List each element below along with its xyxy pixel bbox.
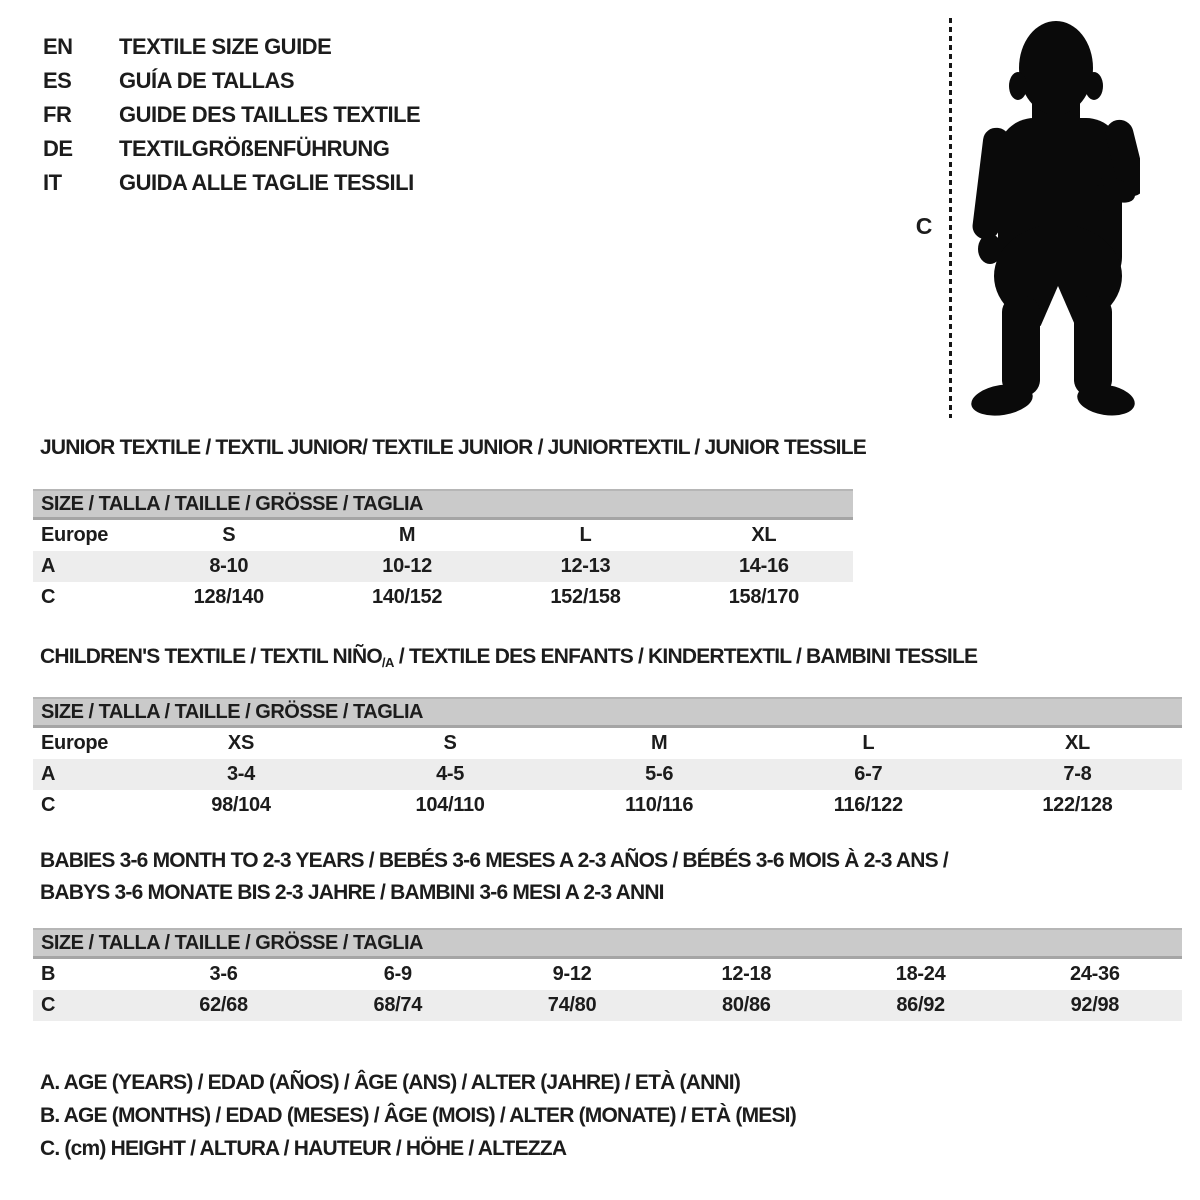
size-value-cell: L (579, 524, 592, 546)
title-text: JUNIOR TEXTILE / TEXTIL JUNIOR/ TEXTILE JUNIOR / JUNIORTEXTIL / JUNIOR TESSILE (40, 436, 866, 459)
table-row (33, 759, 1182, 790)
size-value-cell: 6-7 (854, 763, 883, 785)
junior-size-table (33, 520, 853, 613)
table-row (33, 790, 1182, 821)
size-value-cell: 140/152 (372, 586, 443, 608)
size-value-cell: 74/80 (547, 994, 597, 1016)
size-value-cell: 80/86 (722, 994, 771, 1016)
language-row (43, 64, 420, 98)
table-row (33, 520, 853, 551)
size-value-cell: 98/104 (211, 794, 271, 816)
babies-size-table (33, 959, 1182, 1021)
size-value-cell: 92/98 (1070, 994, 1120, 1016)
size-value-cell: XL (751, 524, 777, 546)
row-label-cell: A (41, 555, 56, 577)
size-value-cell: 14-16 (738, 555, 789, 577)
children-size-table (33, 728, 1182, 821)
size-value-cell: 3-6 (209, 963, 238, 985)
table-row (33, 582, 853, 613)
height-measure-dashed-line (949, 18, 952, 418)
babies-section (33, 845, 1182, 1021)
children-section (33, 645, 1182, 821)
size-value-cell: 8-10 (209, 555, 249, 577)
language-code: FR (43, 102, 72, 127)
legend-line-c: C. (cm) HEIGHT / ALTURA / HAUTEUR / HÖHE / ALTEZZA (40, 1137, 567, 1160)
row-label-cell: B (41, 963, 56, 985)
title-text: CHILDREN'S TEXTILE / TEXTIL NIÑO (40, 645, 382, 668)
language-title: TEXTILE SIZE GUIDE (119, 34, 332, 59)
size-value-cell: 122/128 (1042, 794, 1113, 816)
size-value-cell: 110/116 (625, 794, 694, 816)
size-value-cell: 3-4 (226, 763, 255, 785)
size-header-bar: SIZE / TALLA / TAILLE / GRÖSSE / TAGLIA (33, 489, 853, 520)
row-label-cell: C (41, 994, 56, 1016)
legend-line-b: B. AGE (MONTHS) / EDAD (MESES) / ÂGE (MOIS) / ALTER (MONATE) / ETÀ (MESI) (40, 1104, 796, 1127)
row-label-cell: C (41, 794, 56, 816)
size-value-cell: 158/170 (728, 586, 799, 608)
size-value-cell: L (862, 732, 875, 754)
size-value-cell: M (398, 524, 416, 546)
title-text: / TEXTILE DES ENFANTS / KINDERTEXTIL / BAMBINI TESSILE (393, 645, 978, 668)
language-title: TEXTILGRÖßENFÜHRUNG (119, 136, 390, 161)
language-title: GUIDA ALLE TAGLIE TESSILI (119, 170, 414, 195)
size-value-cell: 116/122 (833, 794, 903, 816)
size-value-cell: 4-5 (436, 763, 465, 785)
size-value-cell: 104/110 (415, 794, 485, 816)
toddler-silhouette-icon (968, 18, 1140, 420)
size-value-cell: 9-12 (552, 963, 592, 985)
table-row (33, 990, 1182, 1021)
junior-section-title (33, 436, 866, 466)
table-row (33, 728, 1182, 759)
babies-section-title-line2: BABYS 3-6 MONATE BIS 2-3 JAHRE / BAMBINI 3-6 MESI A 2-3 ANNI (40, 881, 664, 904)
title-text: BABIES 3-6 MONTH TO 2-3 YEARS / BEBÉS 3-6 MESES A 2-3 AÑOS / BÉBÉS 3-6 MOIS À 2-3 ANS / (40, 849, 948, 872)
size-value-cell: 12-18 (721, 963, 772, 985)
row-label-cell: C (41, 586, 56, 608)
row-label-cell: A (41, 763, 56, 785)
language-row (43, 98, 420, 132)
size-value-cell: 5-6 (645, 763, 674, 785)
size-value-cell: 62/68 (199, 994, 248, 1016)
language-code: DE (43, 136, 73, 161)
size-header-bar: SIZE / TALLA / TAILLE / GRÖSSE / TAGLIA (33, 697, 1182, 728)
size-value-cell: 24-36 (1070, 963, 1120, 985)
size-value-cell: 12-13 (560, 555, 611, 577)
language-code: EN (43, 34, 73, 59)
size-value-cell: M (650, 732, 668, 754)
size-value-cell: XS (227, 732, 254, 754)
size-value-cell: 152/158 (550, 586, 621, 608)
size-value-cell: 128/140 (193, 586, 264, 608)
size-value-cell: 86/92 (896, 994, 945, 1016)
children-section-title (33, 645, 1182, 675)
size-value-cell: 10-12 (382, 555, 432, 577)
size-value-cell: 6-9 (383, 963, 412, 985)
size-value-cell: 68/74 (373, 994, 423, 1016)
size-header-bar: SIZE / TALLA / TAILLE / GRÖSSE / TAGLIA (33, 928, 1182, 959)
legend (40, 1066, 796, 1165)
language-code: IT (43, 170, 62, 195)
size-value-cell: XL (1064, 732, 1090, 754)
size-value-cell: 7-8 (1063, 763, 1092, 785)
table-row (33, 551, 853, 582)
title-subscript: /A (381, 655, 394, 670)
language-row (43, 132, 420, 166)
table-row (33, 959, 1182, 990)
size-value-cell: S (222, 524, 236, 546)
language-title-list (43, 30, 420, 200)
size-value-cell: 18-24 (895, 963, 946, 985)
language-row (43, 30, 420, 64)
language-row (43, 166, 420, 200)
language-title: GUÍA DE TALLAS (119, 68, 295, 93)
language-title: GUIDE DES TAILLES TEXTILE (119, 102, 421, 127)
row-label-cell: Europe (41, 732, 109, 754)
height-measure-label: C (915, 213, 933, 239)
babies-section-title-line1 (33, 845, 1182, 877)
language-code: ES (43, 68, 72, 93)
row-label-cell: Europe (41, 524, 109, 546)
junior-section (33, 436, 866, 613)
legend-line-a: A. AGE (YEARS) / EDAD (AÑOS) / ÂGE (ANS) / ALTER (JAHRE) / ETÀ (ANNI) (40, 1071, 741, 1094)
size-value-cell: S (443, 732, 457, 754)
